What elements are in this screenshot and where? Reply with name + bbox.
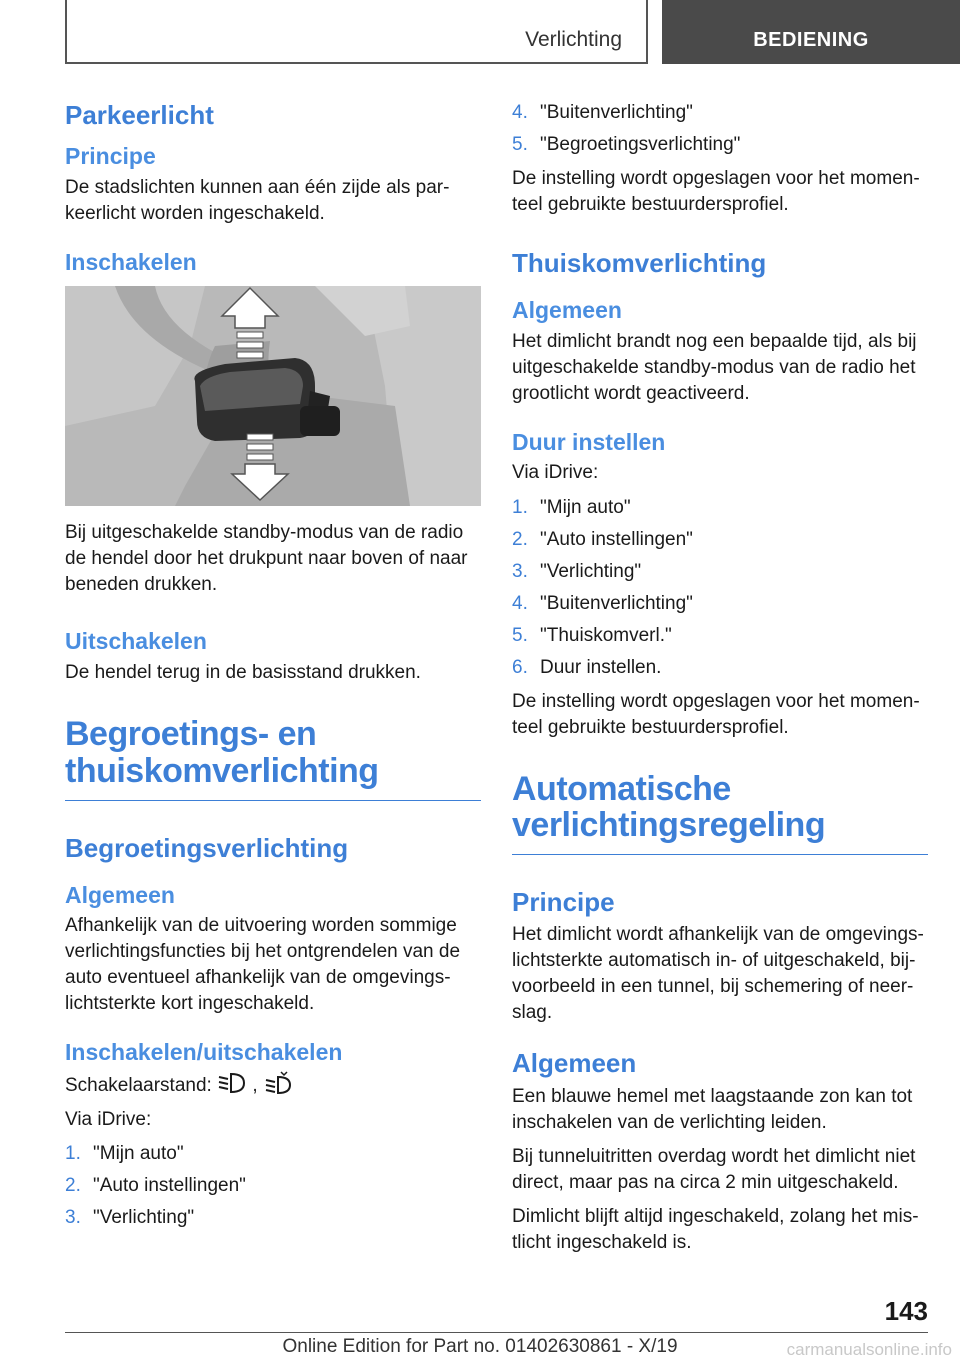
low-beam-icon — [217, 1071, 247, 1095]
thuiskomverlichting-heading: Thuiskomverlichting — [512, 248, 767, 279]
list-item: 6. Duur instellen. — [512, 656, 662, 678]
turn-signal-lever-illustration — [65, 286, 481, 506]
begroeting-heading: Begroetings- en thuiskomverlichting — [65, 716, 481, 800]
auto-algemeen-text-2: Bij tunneluitritten overdag wordt het dimlicht niet direct, maar pas na circa 2 min uitgeschakeld. — [512, 1145, 916, 1193]
inschakelen-heading: Inschakelen — [65, 248, 197, 275]
list-item: 2. "Auto instellingen" — [65, 1174, 246, 1196]
algemeen-text: Afhankelijk van de uitvoering worden sommige verlichtingsfuncties bij het ontgrendelen van de auto eventueel afhankelijk van de omgevings-lichtsterkte kort ingeschakeld. — [65, 915, 461, 1015]
parkeerlicht-heading: Parkeerlicht — [65, 100, 214, 130]
list-item: 1. "Mijn auto" — [512, 496, 631, 518]
list-item: 3. "Verlichting" — [512, 560, 642, 582]
header-section-title: Verlichting — [525, 28, 622, 51]
inschakelen-text: Bij uitgeschakelde standby-modus van de radio de hendel door het drukpunt naar boven of naar beneden drukken. — [65, 522, 468, 596]
header-chapter-tab: BEDIENING — [662, 0, 960, 64]
uitschakelen-heading: Uitschakelen — [65, 628, 207, 655]
duur-instellen-heading: Duur instellen — [512, 428, 666, 455]
principe-text: De stadslichten kunnen aan één zijde als par-keerlicht worden ingeschakeld. — [65, 176, 450, 224]
auto-principe-text: Het dimlicht wordt afhankelijk van de omgevings-lichtsterkte automatisch in- of uitgeschakeld, bij-voorbeeld in een tunnel, bij schemering of neer-slag. — [512, 924, 924, 1024]
left-column — [65, 100, 481, 1239]
uitschakelen-text: De hendel terug in de basisstand drukken. — [65, 662, 421, 684]
header-section-box — [65, 0, 648, 64]
schakelaarstand-line — [65, 1071, 481, 1099]
principe-heading: Principe — [65, 143, 156, 170]
thuis-steps-list — [512, 495, 928, 681]
list-item: 5. "Thuiskomverl." — [512, 624, 672, 646]
begroeting-steps-continued-list — [512, 100, 928, 158]
automatische-verlichting-heading: Automatische verlichtingsregeling — [512, 771, 928, 855]
page-number: 143 — [884, 1296, 928, 1326]
begroetingsverlichting-heading: Begroetingsverlichting — [65, 832, 349, 863]
via-idrive-label: Via iDrive: — [65, 1108, 152, 1130]
inschakelen-uitschakelen-heading: Inschakelen/uitschakelen — [65, 1039, 343, 1066]
thuis-saved-profile-text: De instelling wordt opgeslagen voor het momen-teel gebruikte bestuurdersprofiel. — [512, 690, 920, 738]
thuis-via-idrive-label: Via iDrive: — [512, 462, 599, 484]
thuis-algemeen-text: Het dimlicht brandt nog een bepaalde tijd, als bij uitgeschakelde standby-modus van de radio het grootlicht wordt geactiveerd. — [512, 330, 917, 404]
schakelaarstand-separator: , — [252, 1074, 258, 1096]
auto-principe-heading: Principe — [512, 887, 615, 918]
list-item: 1. "Mijn auto" — [65, 1142, 184, 1164]
algemeen-heading: Algemeen — [65, 881, 175, 908]
begroeting-steps-list — [65, 1141, 481, 1231]
auto-algemeen-text-3: Dimlicht blijft altijd ingeschakeld, zolang het mis-tlicht ingeschakeld is. — [512, 1205, 919, 1253]
footer-edition: Online Edition for Part no. 01402630861 - X/19 — [282, 1336, 678, 1357]
auto-algemeen-text-1: Een blauwe hemel met laagstaande zon kan tot inschakelen van de verlichting leiden. — [512, 1085, 913, 1133]
schakelaarstand-label: Schakelaarstand: — [65, 1074, 212, 1096]
list-item: 3. "Verlichting" — [65, 1207, 195, 1228]
right-column — [512, 100, 928, 1264]
list-item: 5. "Begroetingsverlichting" — [512, 134, 741, 156]
list-item: 4. "Buitenverlichting" — [512, 592, 693, 614]
footer-divider — [65, 1332, 928, 1333]
auto-headlight-icon — [263, 1071, 293, 1095]
watermark: carmanualsonline.info — [786, 1340, 952, 1359]
thuis-algemeen-heading: Algemeen — [512, 297, 622, 324]
list-item: 2. "Auto instellingen" — [512, 528, 693, 550]
list-item: 4. "Buitenverlichting" — [512, 102, 693, 123]
auto-algemeen-heading: Algemeen — [512, 1048, 637, 1079]
saved-profile-text: De instelling wordt opgeslagen voor het momen-teel gebruikte bestuurdersprofiel. — [512, 168, 920, 216]
